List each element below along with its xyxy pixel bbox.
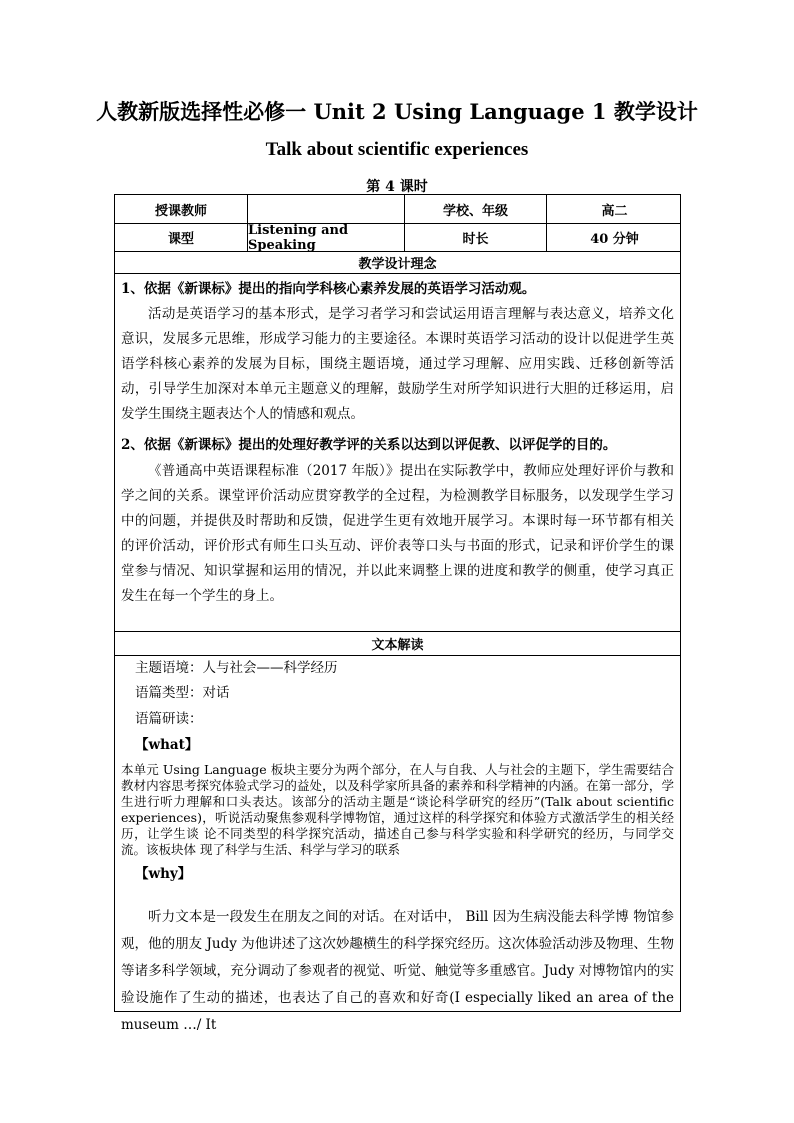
duration-label: 时长 [405, 224, 547, 251]
theme-context: 主题语境：人与社会——科学经历 [135, 660, 338, 676]
text-study-label: 语篇研读： [135, 711, 203, 727]
table-row [115, 195, 680, 224]
point-two-paragraph: 《普通高中英语课程标准（2017 年版）》提出在实际教学中，教师应处理好评价与教和学之间的关系。课堂评价活动应贯穿教学的全过程，为检测教学目标服务，以发现学生学习中的问题，并提供及时帮助和反馈，促进学生更有效地开展学习。本课时每一环节都有相关的评价活动，评价形式有师生口头互动、评价表等口头与书面的形式，记录和评价学生的课堂参与情况、知识掌握和运用的情况，并以此来调整上课的进度和教学的侧重，使学习真正发生在每一个学生的身上。 [121, 463, 674, 604]
section-heading-text-analysis: 文本解读 [115, 632, 680, 656]
section-heading-design-philosophy: 教学设计理念 [115, 252, 680, 274]
school-grade-label: 学校、年级 [405, 195, 547, 223]
teacher-label: 授课教师 [115, 195, 248, 223]
lesson-type-value: Listening and Speaking [248, 224, 405, 251]
document-title: 人教新版选择性必修一 Unit 2 Using Language 1 教学设计 [96, 99, 698, 124]
text-type: 语篇类型：对话 [135, 685, 230, 701]
table-row [115, 224, 680, 252]
point-one-heading: 1、依据《新课标》提出的指向学科核心素养发展的英语学习活动观。 [121, 281, 536, 297]
what-paragraph: 本单元 Using Language 板块主要分为两个部分，在人与自我、人与社会的主题下，学生需要结合教材内容思考探究体验式学习的益处，以及科学家所具备的素养和科学精神的内涵。在第一部分，学生进行听力理解和口头表达。该部分的活动主题是“谈论科学研究的经历”(Talk about scientific experiences)，听说活动聚焦参观科学博物馆，通过这样的科学探究和体验方式激活学生的相关经历，让学生谈 论不同类型的科学探究活动，描述自己参与科学实验和科学研究的经历，与同学交流。该板块体 现了科学与生活、科学与学习的联系 [121, 762, 674, 857]
design-philosophy-content [115, 274, 680, 632]
why-paragraph: 听力文本是一段发生在朋友之间的对话。在对话中， Bill 因为生病没能去科学博 物馆参观，他的朋友 Judy 为他讲述了这次妙趣横生的科学探究经历。这次体验活动涉及物理、生物等诸多科学领域，充分调动了参观者的视觉、听觉、触觉等多重感官。Judy 对博物馆内的实 验设施作了生动的描述，也表达了自己的喜欢和好奇(I especially liked an area of the museum …/ It [121, 909, 674, 1033]
text-analysis-content [115, 656, 680, 1033]
document-subtitle: Talk about scientific experiences [265, 139, 529, 160]
point-two-heading: 2、依据《新课标》提出的处理好教学评的关系以达到以评促教、以评促学的目的。 [121, 437, 617, 453]
lesson-number: 第 4 课时 [366, 179, 428, 195]
what-heading: 【what】 [135, 737, 199, 753]
school-grade-value: 高二 [601, 203, 628, 219]
why-heading: 【why】 [135, 866, 192, 882]
duration-value: 40 分钟 [590, 232, 639, 247]
lesson-plan-table [114, 194, 681, 1033]
point-one-paragraph: 活动是英语学习的基本形式，是学习者学习和尝试运用语言理解与表达意义，培养文化意识，发展多元思维，形成学习能力的主要途径。本课时英语学习活动的设计以促进学生英语学科核心素养的发展为目标，围绕主题语境，通过学习理解、应用实践、迁移创新等活动，引导学生加深对本单元主题意义的理解，鼓励学生对所学知识进行大胆的迁移运用，启发学生围绕主题表达个人的情感和观点。 [121, 306, 674, 422]
lesson-type-label: 课型 [115, 224, 248, 251]
teacher-value [248, 195, 405, 223]
